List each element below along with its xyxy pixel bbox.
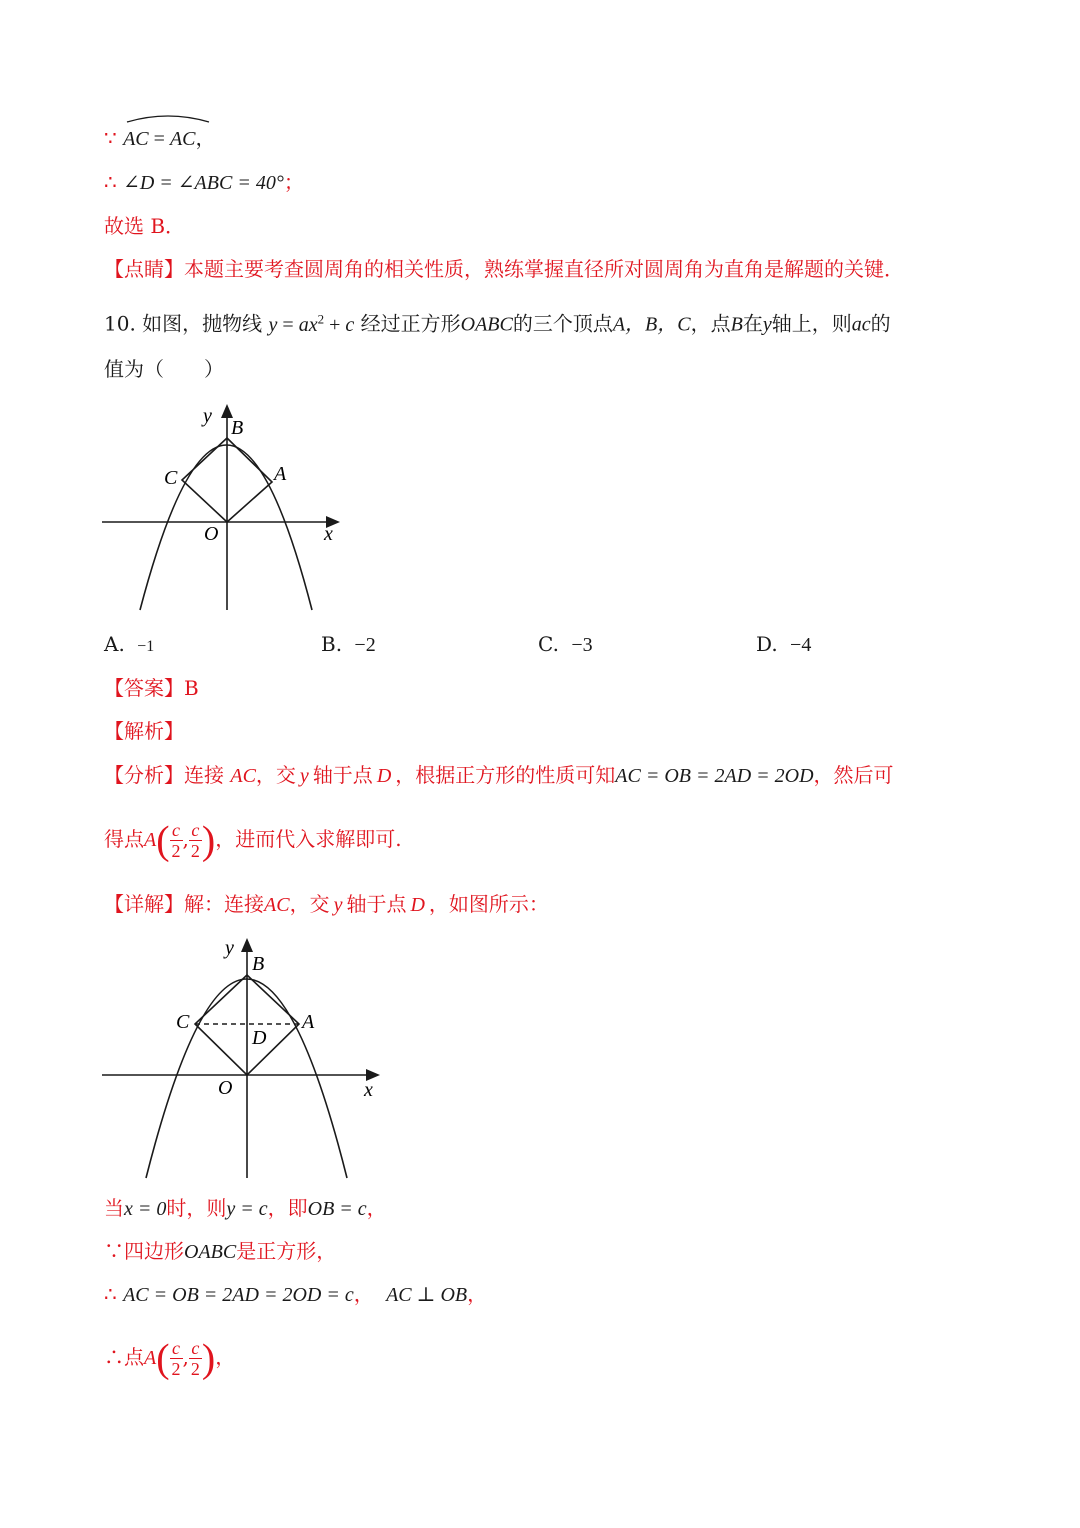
step4-tail: ， (215, 1345, 236, 1369)
jiexi-line (104, 717, 184, 745)
formula-plus: + (324, 313, 346, 336)
figure-1-parabola (100, 400, 350, 615)
arc-equation (123, 124, 195, 153)
therefore-symbol: ∴ (104, 170, 117, 194)
step4-frac1-den: 2 (171, 1359, 181, 1379)
step4-frac-comma: , (182, 1345, 189, 1369)
option-d (756, 632, 811, 657)
parabola-formula (269, 312, 355, 336)
fenxi-line-2 (104, 814, 402, 866)
fenxi-y: y (299, 765, 309, 787)
choose-b (104, 212, 185, 240)
q-axis: y (762, 313, 772, 336)
formula-c: c (345, 313, 355, 336)
option-b-letter: B. (321, 632, 343, 656)
step1-x0: x = 0 (124, 1198, 167, 1220)
q-text-2: 经过正方形 (360, 311, 461, 336)
fenxi-t1: 连接 (184, 763, 231, 787)
fenxi-frac2-den: 2 (190, 841, 200, 861)
fenxi-line-1 (104, 761, 894, 790)
line2-tail: ； (283, 170, 304, 194)
fenxi-expr: AC = OB = 2AD = 2OD (615, 765, 814, 787)
xiangjie-t2: ，交 (289, 892, 330, 916)
fenxi-t3: 轴于点 (312, 763, 373, 787)
figure-2-parabola (100, 932, 390, 1182)
q-square: OABC (460, 313, 513, 336)
step4-frac2-den: 2 (190, 1359, 200, 1379)
formula-ax: ax (298, 313, 318, 336)
step4-frac2-num: c (189, 1338, 202, 1359)
line-because-arc (104, 124, 216, 153)
step3-therefore: ∴ (104, 1282, 117, 1306)
fenxi-ac: AC (230, 765, 256, 787)
because-symbol: ∵ (104, 126, 117, 150)
xiangjie-d: D (410, 894, 425, 916)
option-a-value: −1 (137, 638, 155, 655)
step1-b: 时，则 (166, 1196, 227, 1220)
fenxi-frac-2 (189, 820, 202, 861)
option-c-value: −3 (571, 634, 593, 656)
arc-lhs: AC (123, 128, 149, 150)
step4-frac-1 (170, 1338, 183, 1379)
dianjing-text: 本题主要考查圆周角的相关性质，熟练掌握直径所对圆周角为直角是解题的关键． (184, 257, 904, 281)
option-d-letter: D. (756, 632, 778, 656)
step-2 (104, 1237, 336, 1266)
fenxi-tag: 【分析】 (104, 763, 184, 787)
angle-expression: ∠D = ∠ABC = 40° (123, 172, 284, 194)
step2-square: OABC (184, 1241, 237, 1263)
xiangjie-t1: 解：连接 (184, 892, 264, 916)
fig1-label-c: C (164, 467, 178, 489)
jiexi-tag: 【解析】 (104, 719, 184, 743)
xiangjie-ac: AC (264, 894, 290, 916)
question-number: 10. (104, 311, 136, 336)
q-ac: ac (851, 313, 871, 336)
fig2-y-arrow-icon (241, 938, 253, 952)
step4-point-a: A (144, 1347, 157, 1369)
question-10-line2 (104, 355, 224, 383)
step3-sep: ， (353, 1282, 374, 1306)
q-text-4: ，点 (690, 311, 731, 336)
dianjing-line (104, 255, 904, 283)
xiangjie-line (104, 890, 549, 919)
step3-tail: ， (467, 1282, 488, 1306)
fig2-label-o: O (218, 1077, 233, 1099)
step1-yc: y = c (226, 1198, 268, 1220)
option-a (104, 632, 154, 656)
fig2-label-a: A (302, 1011, 315, 1033)
formula-sup: 2 (317, 311, 325, 326)
dianjing-tag: 【点睛】 (104, 257, 184, 281)
fig1-label-b: B (231, 417, 244, 439)
arc-rhs: AC (169, 128, 196, 150)
answer-value: B (184, 676, 199, 700)
formula-y: y (268, 313, 278, 336)
fenxi-l2b: ，进而代入求解即可. (215, 827, 402, 851)
fig2-label-b: B (252, 953, 265, 975)
arc-eq: = (148, 128, 170, 150)
step4-therefore: ∴ (104, 1345, 124, 1369)
question-line2-text: 值为（ ） (104, 357, 224, 381)
line1-tail: ， (195, 126, 216, 150)
step2-b: 是正方形， (236, 1239, 337, 1263)
step4-a: 点 (124, 1345, 144, 1369)
step4-paren-close: ) (201, 1335, 216, 1381)
q-text-7: 的 (870, 311, 891, 336)
q-text-6: 轴上，则 (771, 311, 852, 336)
option-a-letter: A. (104, 632, 125, 656)
step-1 (104, 1194, 387, 1223)
step1-obc: OB = c (307, 1198, 367, 1220)
q-text-5: 在 (742, 311, 763, 336)
step1-c: ，即 (267, 1196, 308, 1220)
fig1-label-a: A (274, 463, 287, 485)
step1-d: ， (366, 1196, 387, 1220)
fenxi-point-a: A (144, 829, 157, 851)
step-4 (104, 1332, 235, 1384)
option-b-value: −2 (354, 634, 376, 656)
fenxi-t2: ，交 (255, 763, 296, 787)
arc-mark-icon (123, 112, 213, 126)
fig2-label-x: x (364, 1079, 373, 1101)
fenxi-l2a: 得点 (104, 827, 144, 851)
fig1-label-x: x (324, 523, 333, 545)
fig1-y-arrow-icon (221, 404, 233, 418)
fenxi-frac2-num: c (189, 820, 202, 841)
option-c-letter: C. (538, 632, 559, 656)
fig1-label-y: y (203, 405, 212, 427)
fenxi-frac-comma: , (182, 827, 189, 851)
step3-expr: AC = OB = 2AD = 2OD = c (123, 1284, 354, 1306)
fenxi-frac1-num: c (170, 820, 183, 841)
q-text-1: 如图，抛物线 (142, 311, 263, 336)
step4-frac1-num: c (170, 1338, 183, 1359)
fig2-label-d: D (252, 1027, 267, 1049)
xiangjie-tag: 【详解】 (104, 892, 184, 916)
question-10-stem (104, 305, 891, 339)
step-3 (104, 1280, 487, 1309)
fenxi-t4: ，根据正方形的性质可知 (395, 763, 616, 787)
formula-eq: = (277, 313, 299, 336)
fig1-label-o: O (204, 523, 219, 545)
fenxi-t5: ，然后可 (813, 763, 894, 787)
fenxi-frac1-den: 2 (171, 841, 181, 861)
q-text-3: 的三个顶点 (512, 311, 613, 336)
xiangjie-t3: 轴于点 (346, 892, 407, 916)
option-b (321, 632, 376, 657)
fenxi-paren-close: ) (201, 817, 216, 863)
answer-tag: 【答案】 (104, 676, 184, 700)
xiangjie-t4: ，如图所示： (428, 892, 549, 916)
step2-a: 四边形 (124, 1239, 184, 1263)
choose-b-text: 故选 B． (104, 214, 186, 238)
step4-frac-2 (189, 1338, 202, 1379)
q-point-b: B (730, 313, 743, 336)
q-points: A，B，C (612, 313, 691, 336)
step3-perp: AC ⊥ OB (386, 1284, 468, 1306)
fig2-label-c: C (176, 1011, 190, 1033)
option-d-value: −4 (790, 634, 812, 656)
xiangjie-y: y (333, 894, 343, 916)
fenxi-d: D (376, 765, 392, 787)
step1-a: 当 (104, 1196, 124, 1220)
line-therefore-angle (104, 168, 304, 197)
fenxi-frac-1 (170, 820, 183, 861)
fenxi-paren-open: ( (156, 817, 170, 863)
step4-paren-open: ( (156, 1335, 170, 1381)
answer-line (104, 674, 199, 702)
fig2-label-y: y (225, 937, 234, 959)
option-c (538, 632, 593, 657)
step2-because: ∵ (104, 1239, 124, 1263)
